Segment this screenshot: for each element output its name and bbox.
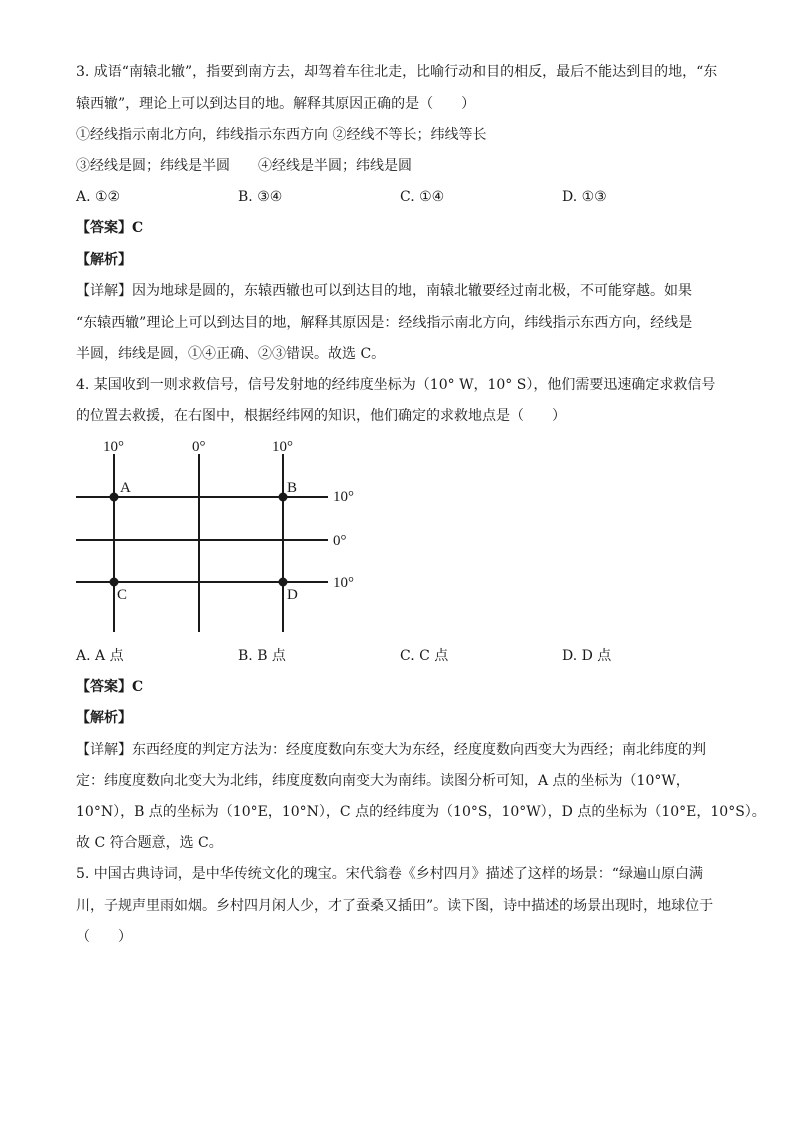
q4-detail-line3: 10°N），B 点的坐标为（10°E，10°N），C 点的经纬度为（10°S，10°W），D 点的坐标为（10°E，10°S）。 [76, 804, 766, 820]
point-d-dot [279, 578, 288, 587]
point-a-label: A [120, 480, 131, 496]
lat-label-equator: 0° [333, 533, 347, 549]
q4-detail-line2: 定：纬度度数向北变大为北纬，纬度度数向南变大为南纬。读图分析可知，A 点的坐标为（10°W， [76, 773, 690, 789]
q3-detail-line3: 半圆，纬线是圆，①④正确、②③错误。故选 C。 [76, 346, 386, 362]
lon-label-prime: 0° [192, 439, 206, 455]
q4-stem-line1: 4. 某国收到一则求救信号，信号发射地的经纬度坐标为（10° W，10° S），他们需要迅速确定求救信号 [76, 377, 716, 393]
q4-answer: 【答案】C [76, 679, 144, 695]
q5-stem-line3: （ ） [76, 929, 132, 945]
point-c-dot [110, 578, 119, 587]
lon-label-east: 10° [272, 439, 293, 455]
q3-option-d: D. ①③ [562, 189, 607, 205]
q5-stem-line2: 川，子规声里雨如烟。乡村四月闲人少，才了蚕桑又插田”。读下图，诗中描述的场景出现时，地球位于 [76, 898, 714, 914]
q3-statements-line2: ③经线是圆；纬线是半圆 ④经线是半圆；纬线是圆 [76, 158, 412, 174]
q3-option-a: A. ①② [76, 189, 121, 205]
q4-option-a: A. A 点 [76, 648, 124, 664]
q4-option-b: B. B 点 [238, 648, 286, 664]
q4-detail-line1: 【详解】东西经度的判定方法为：经度度数向东变大为东经，经度度数向西变大为西经；南北纬度的判 [76, 742, 706, 758]
q4-option-c: C. C 点 [400, 648, 449, 664]
point-d-label: D [287, 587, 298, 603]
lat-label-north: 10° [333, 489, 354, 505]
q4-detail-line4: 故 C 符合题意，选 C。 [76, 835, 223, 851]
q5-stem-line1: 5. 中国古典诗词，是中华传统文化的瑰宝。宋代翁卷《乡村四月》描述了这样的场景：“绿遍山原白满 [76, 866, 703, 882]
lon-label-west: 10° [103, 439, 124, 455]
q3-stem-line2: 辕西辙”，理论上可以到达目的地。解释其原因正确的是（ ） [76, 96, 476, 112]
q3-statements-line1: ①经线指示南北方向，纬线指示东西方向 ②经线不等长；纬线等长 [76, 127, 487, 143]
lat-lon-grid-figure [72, 432, 372, 637]
q3-option-b: B. ③④ [238, 189, 283, 205]
lat-lon-grid-svg [72, 432, 372, 637]
point-c-label: C [117, 587, 128, 603]
q3-analysis-heading: 【解析】 [76, 252, 132, 268]
lat-label-south: 10° [333, 575, 354, 591]
q3-detail-line1: 【详解】因为地球是圆的，东辕西辙也可以到达目的地，南辕北辙要经过南北极，不可能穿越。如果 [76, 283, 692, 299]
q3-stem-line1: 3. 成语“南辕北辙”，指要到南方去，却驾着车往北走，比喻行动和目的相反，最后不能达到目的地，“东 [76, 64, 718, 80]
point-b-label: B [287, 480, 298, 496]
q3-detail-line2: “东辕西辙”理论上可以到达目的地，解释其原因是：经线指示南北方向，纬线指示东西方向，经线是 [76, 315, 693, 331]
q4-option-d: D. D 点 [562, 648, 612, 664]
q3-answer: 【答案】C [76, 220, 144, 236]
q4-stem-line2: 的位置去救援，在右图中，根据经纬网的知识，他们确定的求救地点是（ ） [76, 408, 566, 424]
point-a-dot [110, 493, 119, 502]
q3-option-c: C. ①④ [400, 189, 445, 205]
q4-analysis-heading: 【解析】 [76, 710, 132, 726]
